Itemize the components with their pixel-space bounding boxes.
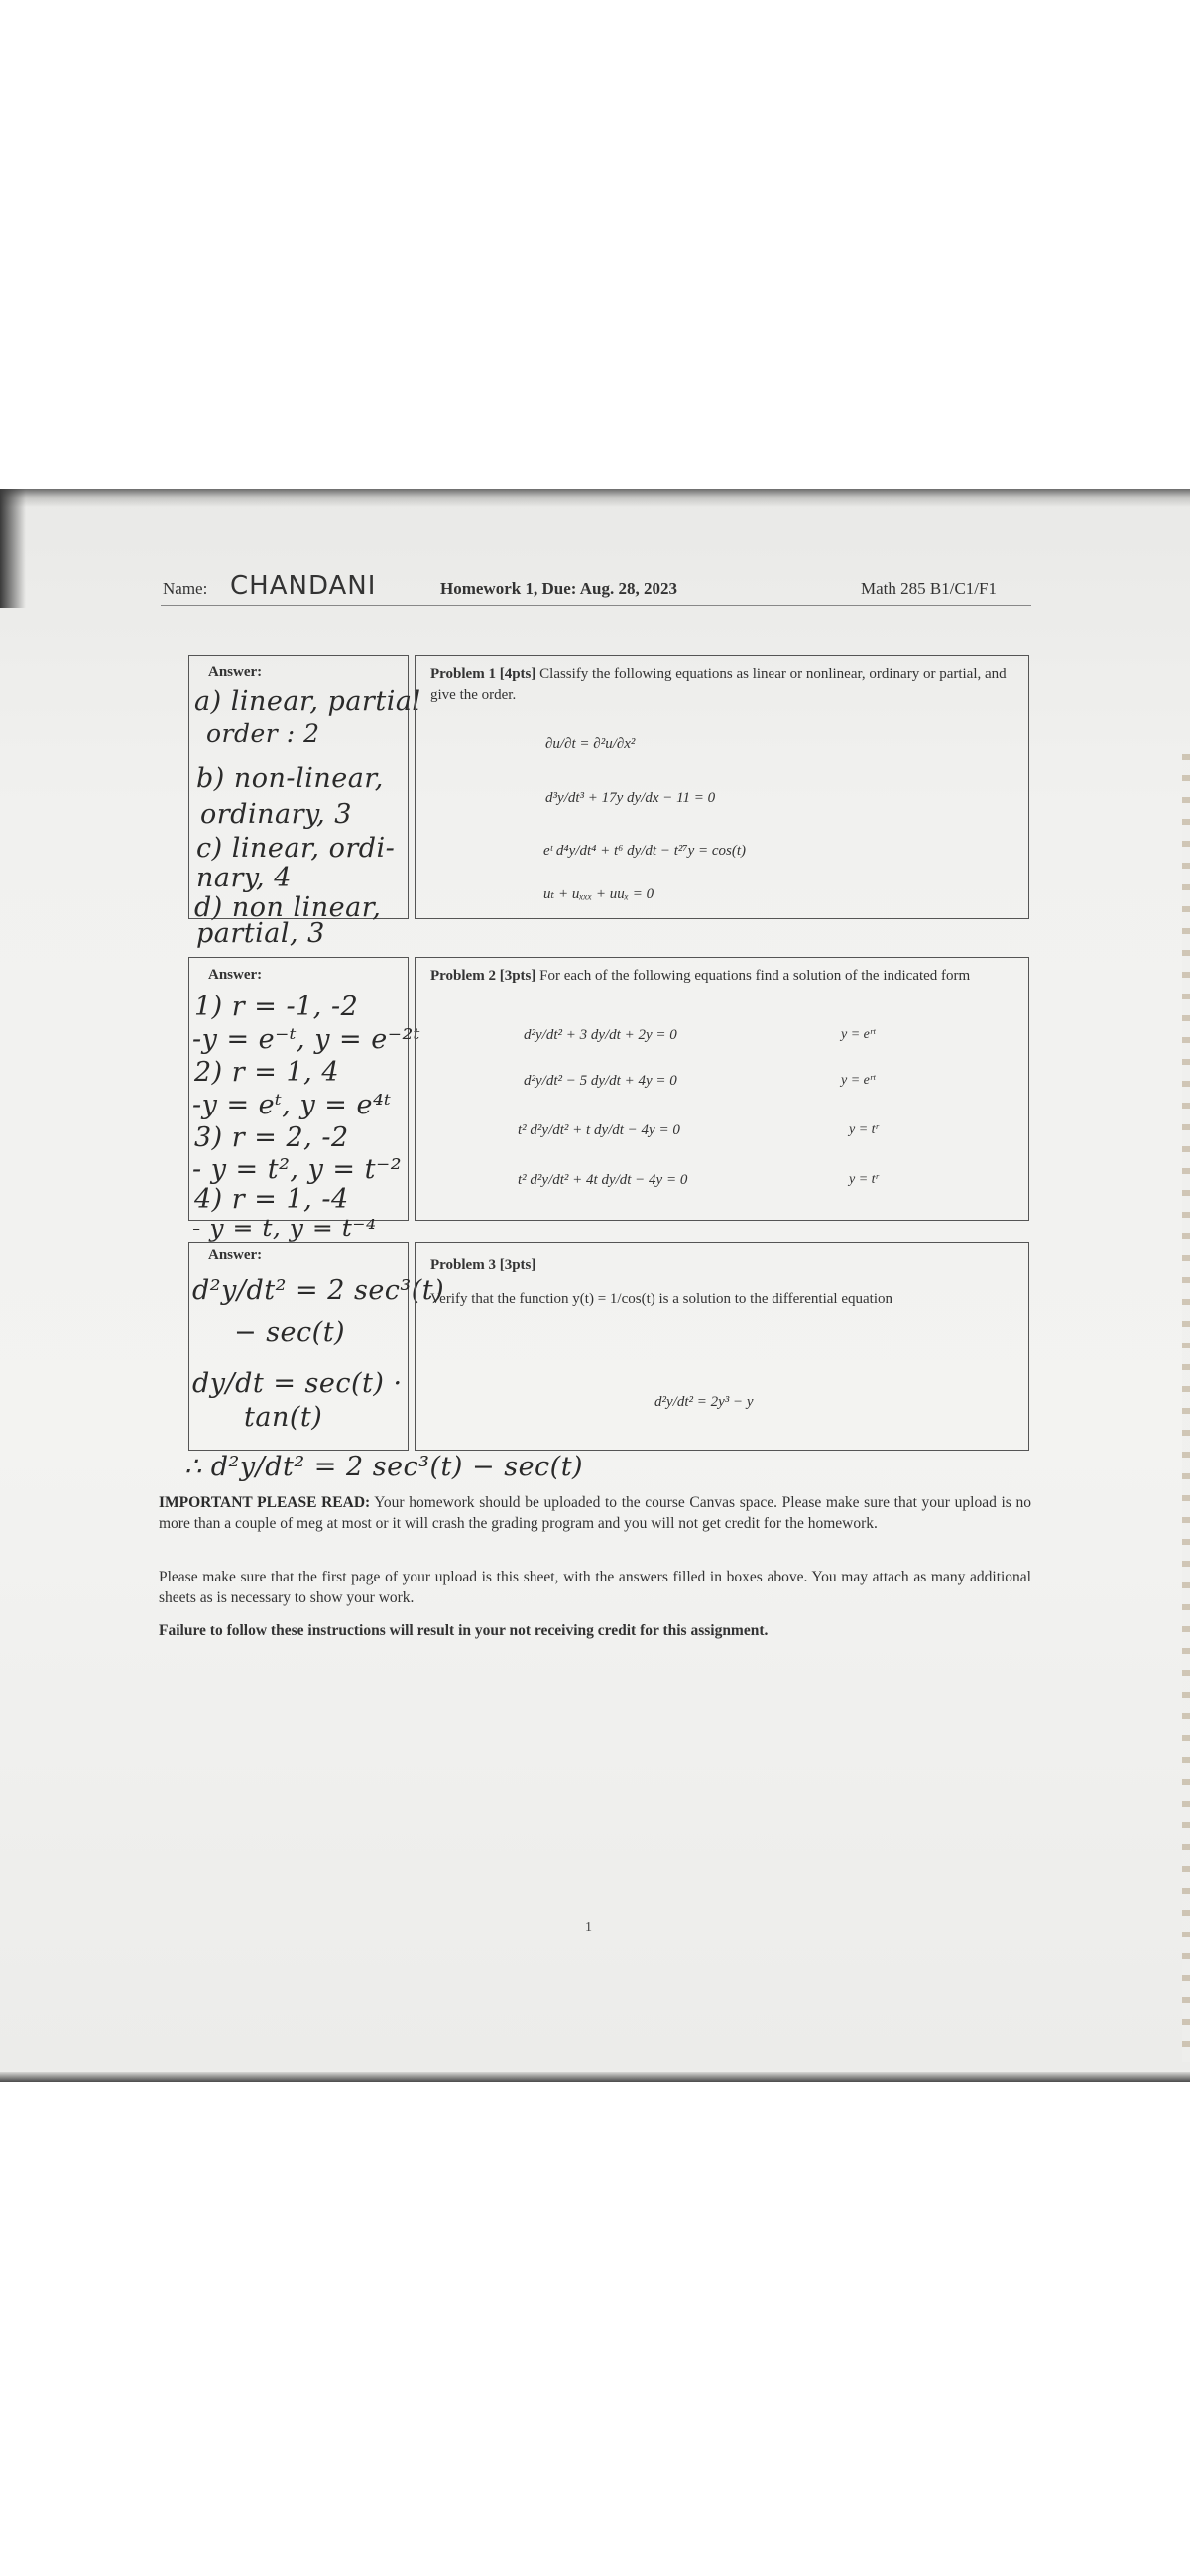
p3-answer-line: d²y/dt² = 2 sec³(t) xyxy=(192,1275,445,1306)
p3-conclusion: ∴ d²y/dt² = 2 sec³(t) − sec(t) xyxy=(184,1452,584,1482)
problem-2-title: Problem 2 [3pts] xyxy=(430,968,536,984)
p1-answer-line: ordinary, 3 xyxy=(200,799,352,830)
p2-answer-line: 3) r = 2, -2 xyxy=(194,1122,349,1153)
p2-equation: d²y/dt² − 5 dy/dt + 4y = 0 xyxy=(524,1073,677,1089)
answer-label-2: Answer: xyxy=(208,967,263,983)
p2-equation: d²y/dt² + 3 dy/dt + 2y = 0 xyxy=(524,1027,677,1043)
p1-answer-line: a) linear, partial xyxy=(194,686,421,717)
p1-equation: d³y/dt³ + 17y dy/dx − 11 = 0 xyxy=(545,790,716,806)
p1-answer-line: nary, 4 xyxy=(196,863,292,893)
p1-answer-line: order : 2 xyxy=(206,719,320,748)
p2-answer-line: 4) r = 1, -4 xyxy=(194,1184,349,1215)
p1-answer-line: c) linear, ordi- xyxy=(196,833,396,864)
p2-answer-line: 1) r = -1, -2 xyxy=(194,992,359,1022)
p1-answer-line: d) non linear, xyxy=(194,892,382,923)
p1-equation: uₜ + uₓₓₓ + uuₓ = 0 xyxy=(543,886,654,902)
problem-1-title: Problem 1 [4pts] xyxy=(430,666,536,682)
first-page-notice: Please make sure that the first page of your upload is this sheet, with the answers filled in boxes above. You may attach as many additional sheets as is necessary to show your work. xyxy=(159,1569,1031,1606)
problem-2-statement xyxy=(430,966,1015,987)
page-number: 1 xyxy=(585,1920,592,1934)
p2-equation: t² d²y/dt² + 4t dy/dt − 4y = 0 xyxy=(518,1172,688,1188)
course-code: Math 285 B1/C1/F1 xyxy=(861,579,997,598)
p1-equation: eᵗ d⁴y/dt⁴ + t⁶ dy/dt − t²⁷y = cos(t) xyxy=(543,843,747,859)
problem-1-statement xyxy=(430,664,1015,706)
p1-answer-line: b) non-linear, xyxy=(196,763,384,794)
p2-equation: t² d²y/dt² + t dy/dt − 4y = 0 xyxy=(518,1122,680,1138)
p2-solution-form: y = tʳ xyxy=(849,1172,879,1187)
important-text: Your homework should be uploaded to the course Canvas space. Please make sure that your upload is no more than a couple of meg at most or it will crash the grading program and you will not get credit for the homework. xyxy=(159,1494,1031,1532)
p2-solution-form: y = tʳ xyxy=(849,1122,879,1137)
p2-answer-line: - y = t, y = t⁻⁴ xyxy=(192,1214,377,1242)
answer-label-3: Answer: xyxy=(208,1247,263,1263)
problem-1-text: Classify the following equations as linear or nonlinear, ordinary or partial, and give the order. xyxy=(430,666,1007,703)
answer-label-1: Answer: xyxy=(208,664,263,680)
p3-answer-line: − sec(t) xyxy=(234,1317,346,1347)
p1-equation: ∂u/∂t = ∂²u/∂x² xyxy=(545,736,636,752)
important-label: IMPORTANT PLEASE READ: xyxy=(159,1494,371,1511)
problem-3-text: Verify that the function y(t) = 1/cos(t) is a solution to the differential equation xyxy=(430,1291,892,1307)
p2-solution-form: y = eʳᵗ xyxy=(841,1073,876,1088)
failure-notice: Failure to follow these instructions will result in your not receiving credit for this assignment. xyxy=(159,1622,769,1639)
p2-answer-line: -y = eᵗ, y = e⁴ᵗ xyxy=(192,1090,392,1120)
p3-equation: d²y/dt² = 2y³ − y xyxy=(654,1394,754,1410)
p2-solution-form: y = eʳᵗ xyxy=(841,1027,876,1042)
p2-answer-line: - y = t², y = t⁻² xyxy=(192,1154,403,1185)
problem-3-title: Problem 3 [3pts] xyxy=(430,1257,536,1273)
p3-answer-line: tan(t) xyxy=(244,1402,323,1433)
p1-answer-line: partial, 3 xyxy=(196,918,325,949)
p2-answer-line: -y = e⁻ᵗ, y = e⁻²ᵗ xyxy=(192,1024,420,1055)
homework-title: Homework 1, Due: Aug. 28, 2023 xyxy=(440,579,677,598)
p3-answer-line: dy/dt = sec(t) · xyxy=(192,1368,403,1399)
p2-answer-line: 2) r = 1, 4 xyxy=(194,1057,340,1088)
problem-box-2 xyxy=(415,957,1029,1221)
problem-2-text: For each of the following equations find a solution of the indicated form xyxy=(539,968,971,984)
important-notice xyxy=(159,1492,1031,1534)
header-rule xyxy=(161,605,1031,606)
student-name: CHANDANI xyxy=(230,571,377,601)
name-label: Name: xyxy=(163,579,208,598)
